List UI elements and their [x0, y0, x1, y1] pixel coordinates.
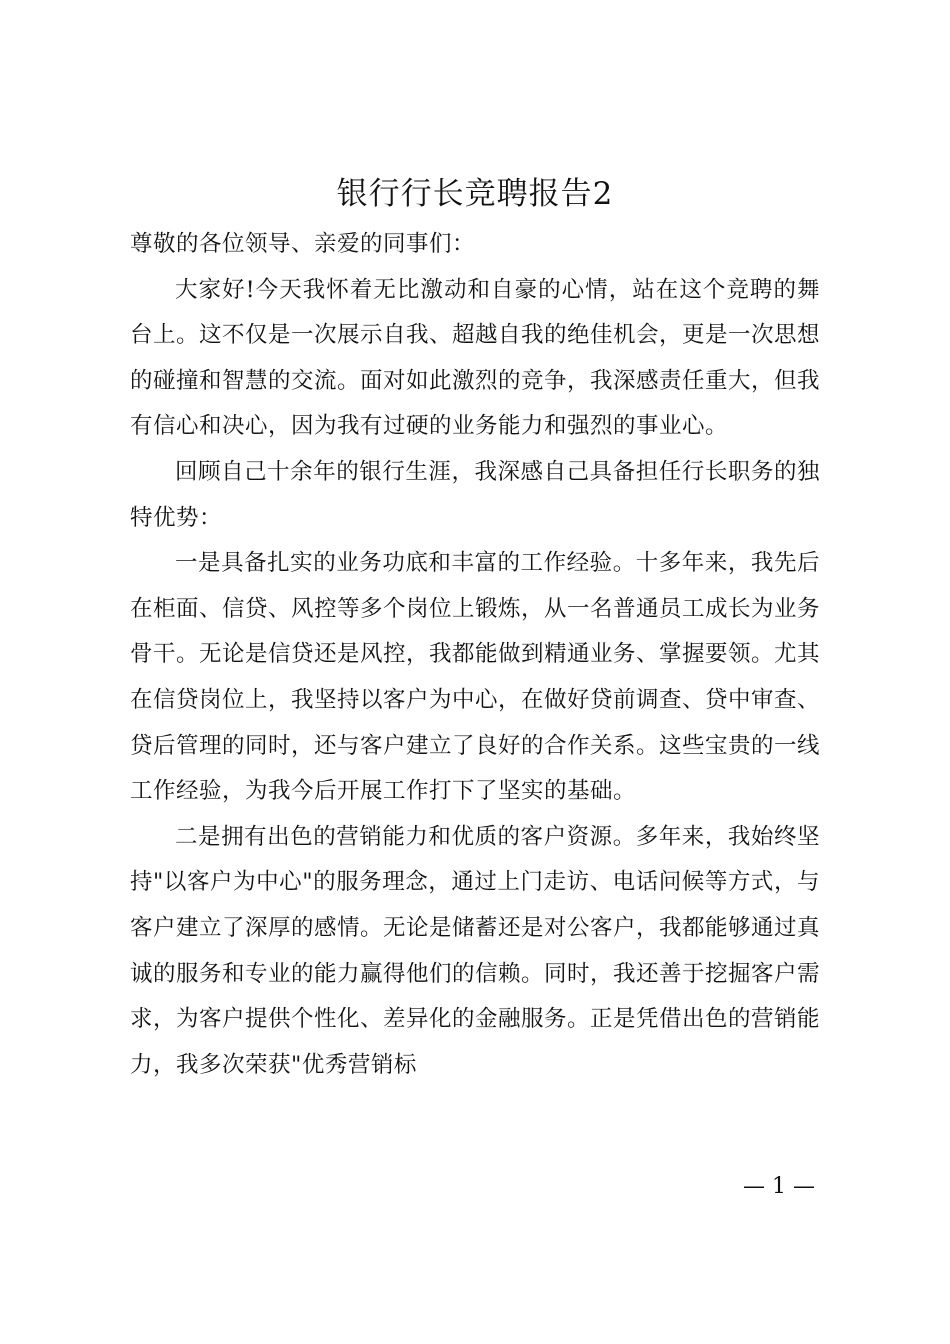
document-body [130, 222, 820, 1088]
paragraph: 一是具备扎实的业务功底和丰富的工作经验。十多年来，我先后在柜面、信贷、风控等多个岗位上锻炼，从一名普通员工成长为业务骨干。无论是信贷还是风控，我都能做到精通业务、掌握要领。尤其在信贷岗位上，我坚持以客户为中心，在做好贷前调查、贷中审查、贷后管理的同时，还与客户建立了良好的合作关系。这些宝贵的一线工作经验，为我今后开展工作打下了坚实的基础。 [130, 550, 821, 805]
paragraph: 大家好!今天我怀着无比激动和自豪的心情，站在这个竞聘的舞台上。这不仅是一次展示自我、超越自我的绝佳机会，更是一次思想的碰撞和智慧的交流。面对如此激烈的竞争，我深感责任重大，但我有信心和决心，因为我有过硬的业务能力和强烈的事业心。 [130, 276, 821, 440]
page-number: — 1 — [743, 1174, 815, 1199]
paragraph: 二是拥有出色的营销能力和优质的客户资源。多年来，我始终坚持"以客户为中心"的服务理念，通过上门走访、电话问候等方式，与客户建立了深厚的感情。无论是储蓄还是对公客户，我都能够通过真诚的服务和专业的能力赢得他们的信赖。同时，我还善于挖掘客户需求，为客户提供个性化、差异化的金融服务。正是凭借出色的营销能力，我多次荣获"优秀营销标 [130, 823, 821, 1078]
salutation: 尊敬的各位领导、亲爱的同事们： [130, 231, 476, 257]
document-title: 银行行长竞聘报告2 [336, 176, 614, 212]
paragraph: 回顾自己十余年的银行生涯，我深感自己具备担任行长职务的独特优势： [130, 458, 820, 531]
